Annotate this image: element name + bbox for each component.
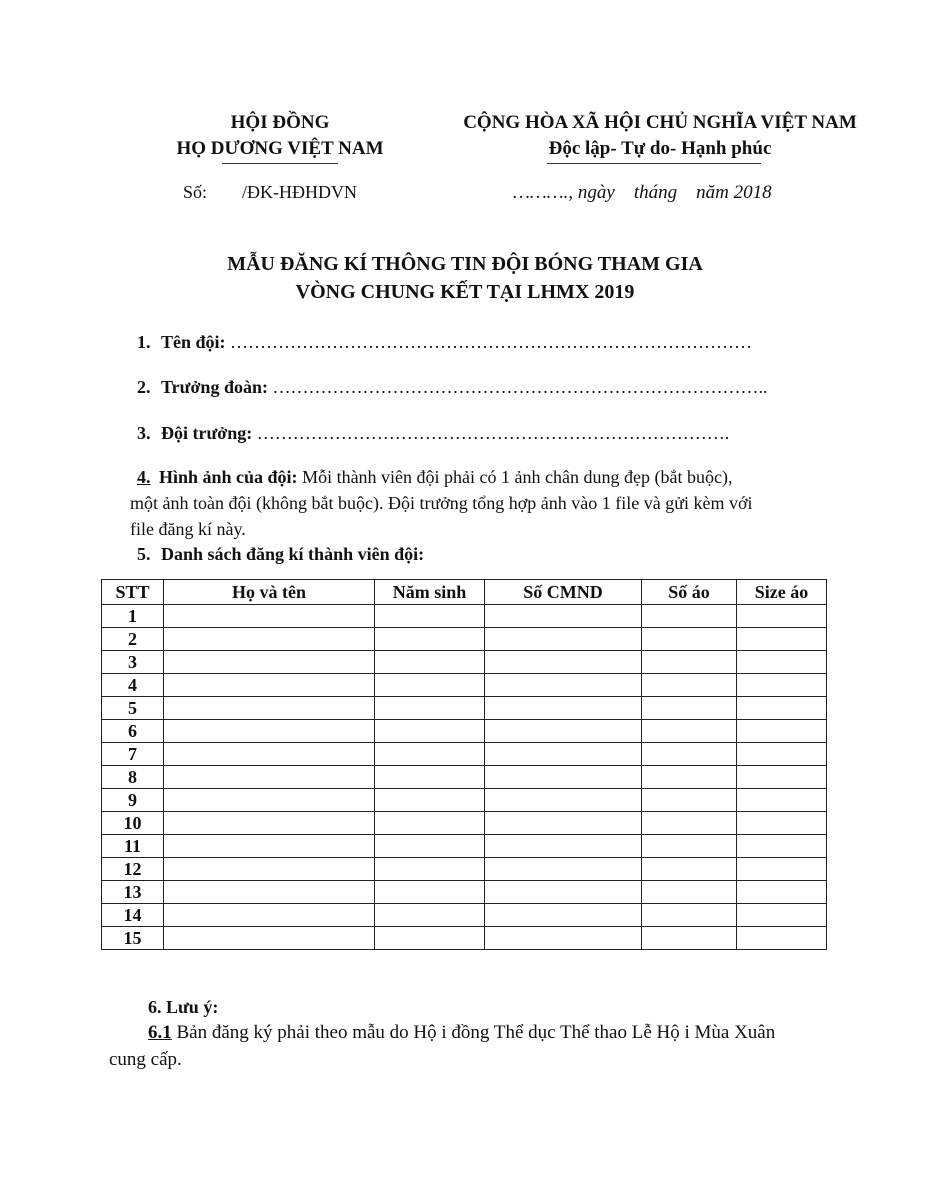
- field-number: 1.: [137, 332, 151, 352]
- note-6-1-line2: cung cấp.: [109, 1049, 182, 1070]
- nation-title: CỘNG HÒA XÃ HỘI CHỦ NGHĨA VIỆT NAM: [463, 112, 857, 133]
- empty-entry-cell[interactable]: [375, 743, 485, 766]
- table-row: [102, 858, 827, 881]
- field-label: Đội trưởng:: [161, 423, 253, 443]
- form-title-line2: VÒNG CHUNG KẾT TẠI LHMX 2019: [295, 281, 635, 303]
- section-5-label: Danh sách đăng kí thành viên đội:: [161, 544, 425, 564]
- column-header-full-name: Họ và tên: [164, 580, 375, 605]
- empty-entry-cell[interactable]: [642, 697, 737, 720]
- section-5-heading: [137, 541, 424, 567]
- empty-entry-cell[interactable]: [642, 743, 737, 766]
- empty-entry-cell[interactable]: [485, 628, 642, 651]
- empty-entry-cell[interactable]: [642, 904, 737, 927]
- field-team-name: [137, 332, 752, 353]
- row-number-cell: 13: [102, 881, 164, 904]
- field-number: 2.: [137, 377, 151, 397]
- empty-entry-cell[interactable]: [642, 674, 737, 697]
- field-label: Trưởng đoàn:: [161, 377, 268, 397]
- empty-entry-cell[interactable]: [737, 697, 827, 720]
- empty-entry-cell[interactable]: [485, 651, 642, 674]
- row-number-cell: 14: [102, 904, 164, 927]
- empty-entry-cell[interactable]: [375, 697, 485, 720]
- section-4-text3: file đăng kí này.: [130, 519, 246, 539]
- empty-entry-cell[interactable]: [642, 651, 737, 674]
- empty-entry-cell[interactable]: [737, 789, 827, 812]
- empty-entry-cell[interactable]: [737, 927, 827, 950]
- empty-entry-cell[interactable]: [375, 789, 485, 812]
- empty-entry-cell[interactable]: [164, 858, 375, 881]
- date-line: ………., ngày tháng năm 2018: [513, 182, 772, 203]
- notes-heading: 6. Lưu ý:: [148, 997, 219, 1017]
- column-header-id-number: Số CMND: [485, 580, 642, 605]
- table-row: [102, 904, 827, 927]
- empty-entry-cell[interactable]: [642, 881, 737, 904]
- empty-entry-cell[interactable]: [164, 674, 375, 697]
- member-roster-table: [101, 579, 827, 950]
- empty-entry-cell[interactable]: [737, 835, 827, 858]
- empty-entry-cell[interactable]: [164, 835, 375, 858]
- empty-entry-cell[interactable]: [485, 927, 642, 950]
- form-title-line1: MẪU ĐĂNG KÍ THÔNG TIN ĐỘI BÓNG THAM GIA: [227, 253, 703, 275]
- table-row: [102, 881, 827, 904]
- empty-entry-cell[interactable]: [737, 674, 827, 697]
- empty-entry-cell[interactable]: [164, 628, 375, 651]
- empty-entry-cell[interactable]: [642, 789, 737, 812]
- empty-entry-cell[interactable]: [737, 720, 827, 743]
- empty-entry-cell[interactable]: [164, 881, 375, 904]
- empty-entry-cell[interactable]: [485, 881, 642, 904]
- column-header-jersey-size: Size áo: [737, 580, 827, 605]
- row-number-cell: 2: [102, 628, 164, 651]
- empty-entry-cell[interactable]: [737, 628, 827, 651]
- column-header-jersey-number: Số áo: [642, 580, 737, 605]
- row-number-cell: 8: [102, 766, 164, 789]
- empty-entry-cell[interactable]: [642, 858, 737, 881]
- empty-entry-cell[interactable]: [375, 927, 485, 950]
- field-team-captain: [137, 423, 729, 444]
- empty-entry-cell[interactable]: [164, 605, 375, 628]
- empty-entry-cell[interactable]: [375, 858, 485, 881]
- note-6-1-line1: [148, 1022, 775, 1044]
- empty-entry-cell[interactable]: [164, 904, 375, 927]
- row-number-cell: 1: [102, 605, 164, 628]
- empty-entry-cell[interactable]: [375, 674, 485, 697]
- empty-entry-cell[interactable]: [375, 628, 485, 651]
- empty-entry-cell[interactable]: [737, 881, 827, 904]
- empty-entry-cell[interactable]: [485, 743, 642, 766]
- table-row: [102, 927, 827, 950]
- field-dots: …………………………………………………………………….: [256, 423, 730, 443]
- empty-entry-cell[interactable]: [737, 812, 827, 835]
- doc-number-label: Số:: [183, 182, 208, 202]
- empty-entry-cell[interactable]: [164, 697, 375, 720]
- table-row: [102, 628, 827, 651]
- empty-entry-cell[interactable]: [485, 697, 642, 720]
- section-4-number: 4.: [137, 467, 151, 487]
- row-number-cell: 10: [102, 812, 164, 835]
- note-6-1-number: 6.1: [148, 1022, 172, 1043]
- empty-entry-cell[interactable]: [737, 858, 827, 881]
- table-row: [102, 812, 827, 835]
- empty-entry-cell[interactable]: [642, 720, 737, 743]
- empty-entry-cell[interactable]: [164, 743, 375, 766]
- empty-entry-cell[interactable]: [485, 812, 642, 835]
- empty-entry-cell[interactable]: [375, 835, 485, 858]
- org-name-line1: HỘI ĐỒNG: [230, 112, 330, 133]
- empty-entry-cell[interactable]: [164, 720, 375, 743]
- table-row: [102, 605, 827, 628]
- table-row: [102, 720, 827, 743]
- table-row: [102, 674, 827, 697]
- row-number-cell: 4: [102, 674, 164, 697]
- empty-entry-cell[interactable]: [642, 812, 737, 835]
- empty-entry-cell[interactable]: [375, 651, 485, 674]
- doc-number-code: /ĐK-HĐHDVN: [242, 182, 357, 202]
- empty-entry-cell[interactable]: [485, 605, 642, 628]
- empty-entry-cell[interactable]: [737, 766, 827, 789]
- empty-entry-cell[interactable]: [642, 927, 737, 950]
- empty-entry-cell[interactable]: [485, 789, 642, 812]
- section-4-label: Hình ảnh của đội:: [159, 467, 298, 487]
- empty-entry-cell[interactable]: [375, 605, 485, 628]
- motto-underline: [547, 163, 761, 164]
- empty-entry-cell[interactable]: [485, 835, 642, 858]
- org-name-line2: HỌ DƯƠNG VIỆT NAM: [176, 138, 384, 159]
- row-number-cell: 7: [102, 743, 164, 766]
- empty-entry-cell[interactable]: [375, 766, 485, 789]
- empty-entry-cell[interactable]: [642, 766, 737, 789]
- row-number-cell: 3: [102, 651, 164, 674]
- empty-entry-cell[interactable]: [642, 605, 737, 628]
- field-dots: ………………………………………………………………………..: [272, 377, 768, 397]
- row-number-cell: 11: [102, 835, 164, 858]
- section-5-number: 5.: [137, 544, 151, 564]
- empty-entry-cell[interactable]: [164, 766, 375, 789]
- section-4-text2: một ảnh toàn đội (không bắt buộc). Đội trưởng tổng hợp ảnh vào 1 file và gửi kèm với: [130, 493, 753, 513]
- field-label: Tên đội:: [161, 332, 226, 352]
- empty-entry-cell[interactable]: [642, 628, 737, 651]
- empty-entry-cell[interactable]: [737, 743, 827, 766]
- field-team-leader: [137, 377, 767, 398]
- nation-motto: Độc lập- Tự do- Hạnh phúc: [548, 138, 772, 159]
- table-row: [102, 789, 827, 812]
- empty-entry-cell[interactable]: [737, 605, 827, 628]
- column-header-stt: STT: [102, 580, 164, 605]
- section-4-line1: [137, 464, 732, 490]
- table-row: [102, 766, 827, 789]
- empty-entry-cell[interactable]: [164, 789, 375, 812]
- table-row: [102, 743, 827, 766]
- empty-entry-cell[interactable]: [485, 858, 642, 881]
- empty-entry-cell[interactable]: [164, 927, 375, 950]
- note-6-1-text: Bản đăng ký phải theo mẫu do Hộ i đồng Thể dục Thể thao Lễ Hộ i Mùa Xuân: [171, 1022, 776, 1043]
- empty-entry-cell[interactable]: [642, 835, 737, 858]
- field-dots: ……………………………………………………………………………: [230, 332, 753, 352]
- empty-entry-cell[interactable]: [485, 904, 642, 927]
- empty-entry-cell[interactable]: [485, 674, 642, 697]
- empty-entry-cell[interactable]: [375, 812, 485, 835]
- empty-entry-cell[interactable]: [164, 651, 375, 674]
- empty-entry-cell[interactable]: [375, 881, 485, 904]
- empty-entry-cell[interactable]: [375, 720, 485, 743]
- table-row: [102, 697, 827, 720]
- empty-entry-cell[interactable]: [485, 720, 642, 743]
- empty-entry-cell[interactable]: [485, 766, 642, 789]
- table-row: [102, 835, 827, 858]
- section-4-text1: Mỗi thành viên đội phải có 1 ảnh chân dung đẹp (bắt buộc),: [297, 467, 733, 487]
- table-row: [102, 651, 827, 674]
- column-header-birth-year: Năm sinh: [375, 580, 485, 605]
- row-number-cell: 15: [102, 927, 164, 950]
- empty-entry-cell[interactable]: [737, 904, 827, 927]
- row-number-cell: 12: [102, 858, 164, 881]
- empty-entry-cell[interactable]: [375, 904, 485, 927]
- org-underline: [222, 163, 338, 164]
- table-header-row: [102, 580, 827, 605]
- row-number-cell: 6: [102, 720, 164, 743]
- empty-entry-cell[interactable]: [737, 651, 827, 674]
- row-number-cell: 5: [102, 697, 164, 720]
- empty-entry-cell[interactable]: [164, 812, 375, 835]
- field-number: 3.: [137, 423, 151, 443]
- row-number-cell: 9: [102, 789, 164, 812]
